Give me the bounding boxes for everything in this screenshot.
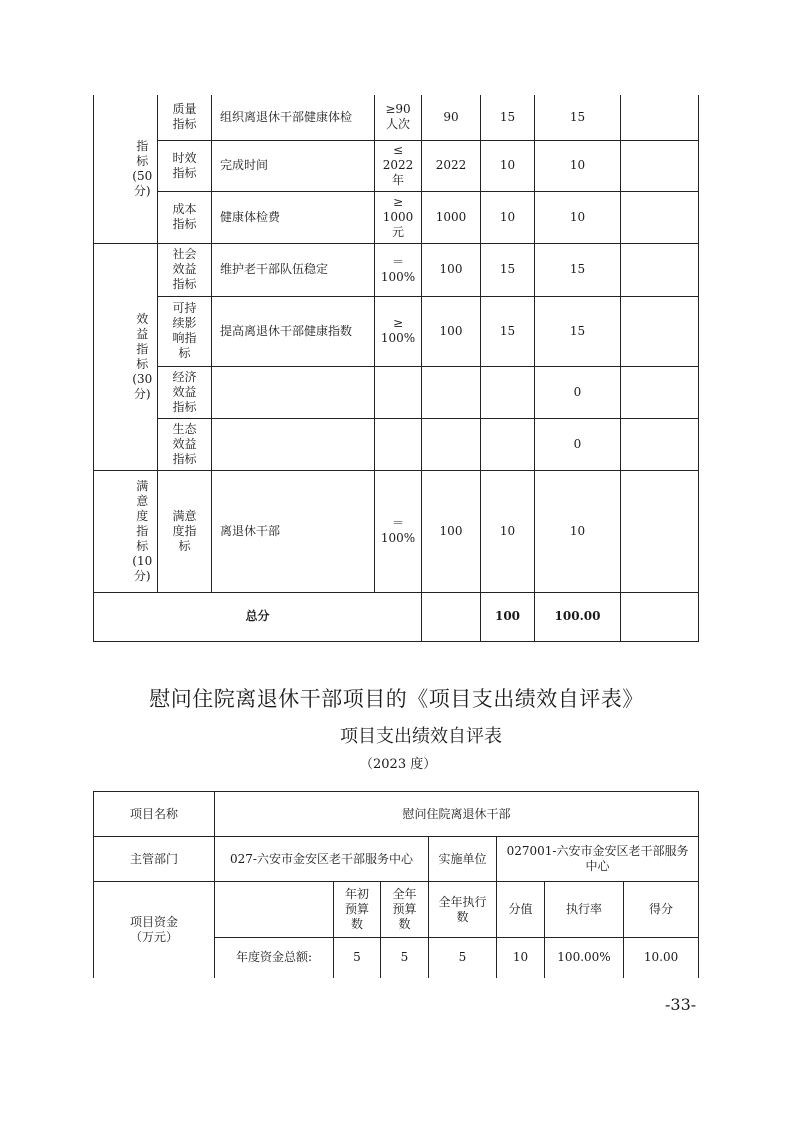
- score-cell: 0: [535, 418, 621, 470]
- total-score: 100.00: [535, 592, 621, 641]
- target-value-cell: [375, 418, 422, 470]
- note-cell: [621, 243, 699, 296]
- actual-value-cell: 1000: [422, 191, 481, 243]
- weight-cell: 15: [481, 95, 535, 140]
- total-weight: 100: [481, 592, 535, 641]
- total-note: [621, 592, 699, 641]
- weight-cell: 15: [481, 243, 535, 296]
- weight-cell: 15: [481, 296, 535, 366]
- header-score: 得分: [624, 882, 699, 938]
- margin-cell: [94, 470, 128, 592]
- weight-cell: [481, 366, 535, 418]
- target-value-cell: ＝ 100%: [375, 470, 422, 592]
- category-cell: 指 标 (50 分): [128, 95, 158, 243]
- note-cell: [621, 140, 699, 191]
- weight-cell: 10: [481, 191, 535, 243]
- total-row: [94, 592, 699, 641]
- actual-value-cell: 100: [422, 243, 481, 296]
- sub-indicator-cell: 质量 指标: [158, 95, 212, 140]
- actual-value-cell: [422, 418, 481, 470]
- actual-value-cell: 100: [422, 296, 481, 366]
- score-cell: 10: [535, 470, 621, 592]
- indicator-row: [94, 366, 699, 418]
- sub-indicator-cell: 社会 效益 指标: [158, 243, 212, 296]
- score-cell: 10: [535, 191, 621, 243]
- cell-score: 10.00: [624, 938, 699, 978]
- score-cell: 0: [535, 366, 621, 418]
- score-cell: 15: [535, 296, 621, 366]
- header-weight: 分值: [497, 882, 545, 938]
- margin-cell: [94, 95, 128, 243]
- sub-indicator-cell: 时效 指标: [158, 140, 212, 191]
- target-value-cell: ≥ 1000 元: [375, 191, 422, 243]
- total-label: 总分: [94, 592, 422, 641]
- note-cell: [621, 366, 699, 418]
- category-cell: 满 意 度 指 标 (10 分): [128, 470, 158, 592]
- note-cell: [621, 418, 699, 470]
- indicator-item-cell: 提高离退休干部健康指数: [212, 296, 375, 366]
- indicator-row: [94, 296, 699, 366]
- actual-value-cell: 2022: [422, 140, 481, 191]
- actual-value-cell: 90: [422, 95, 481, 140]
- page-number: -33-: [665, 995, 697, 1014]
- header-annual-budget: 全年 预算 数: [381, 882, 429, 938]
- target-value-cell: ≤ 2022 年: [375, 140, 422, 191]
- score-cell: 15: [535, 95, 621, 140]
- main-title: 慰问住院离退休干部项目的《项目支出绩效自评表》: [149, 687, 644, 711]
- note-cell: [621, 95, 699, 140]
- sub-indicator-cell: 经济 效益 指标: [158, 366, 212, 418]
- funds-label: 项目资金 （万元）: [94, 882, 215, 978]
- impl-value: 027001-六安市金安区老干部服务 中心: [497, 837, 699, 882]
- category-cell: 效 益 指 标 (30 分): [128, 243, 158, 470]
- cell-weight: 10: [497, 938, 545, 978]
- year-label: （2023 度）: [360, 757, 437, 772]
- weight-cell: [481, 418, 535, 470]
- self-evaluation-table: [93, 791, 699, 978]
- score-cell: 10: [535, 140, 621, 191]
- impl-label: 实施单位: [429, 837, 497, 882]
- target-value-cell: ＝ 100%: [375, 243, 422, 296]
- indicator-row: [94, 418, 699, 470]
- indicator-item-cell: 完成时间: [212, 140, 375, 191]
- header-executed: 全年执行 数: [429, 882, 497, 938]
- indicator-item-cell: 维护老干部队伍稳定: [212, 243, 375, 296]
- cell-annual-budget: 5: [381, 938, 429, 978]
- cell-executed: 5: [429, 938, 497, 978]
- indicator-row: [94, 95, 699, 140]
- sub-indicator-cell: 可持 续影 响指 标: [158, 296, 212, 366]
- cell-initial-budget: 5: [334, 938, 381, 978]
- actual-value-cell: 100: [422, 470, 481, 592]
- dept-label: 主管部门: [94, 837, 215, 882]
- note-cell: [621, 191, 699, 243]
- sub-title: 项目支出绩效自评表: [340, 726, 502, 747]
- row-label: 年度资金总额:: [215, 938, 334, 978]
- indicator-row: [94, 243, 699, 296]
- indicator-row: [94, 470, 699, 592]
- margin-cell: [94, 243, 128, 470]
- dept-value: 027-六安市金安区老干部服务中心: [215, 837, 429, 882]
- weight-cell: 10: [481, 140, 535, 191]
- indicator-item-cell: 健康体检费: [212, 191, 375, 243]
- sub-indicator-cell: 满意 度指 标: [158, 470, 212, 592]
- sub-indicator-cell: 成本 指标: [158, 191, 212, 243]
- indicator-row: [94, 140, 699, 191]
- indicator-item-cell: [212, 418, 375, 470]
- project-name-label: 项目名称: [94, 792, 215, 837]
- indicator-item-cell: [212, 366, 375, 418]
- header-blank: [215, 882, 334, 938]
- target-value-cell: [375, 366, 422, 418]
- target-value-cell: ≥90 人次: [375, 95, 422, 140]
- score-cell: 15: [535, 243, 621, 296]
- header-exec-rate: 执行率: [545, 882, 624, 938]
- note-cell: [621, 296, 699, 366]
- indicator-row: [94, 191, 699, 243]
- indicator-item-cell: 组织离退休干部健康体检: [212, 95, 375, 140]
- weight-cell: 10: [481, 470, 535, 592]
- indicator-item-cell: 离退休干部: [212, 470, 375, 592]
- sub-indicator-cell: 生态 效益 指标: [158, 418, 212, 470]
- actual-value-cell: [422, 366, 481, 418]
- cell-exec-rate: 100.00%: [545, 938, 624, 978]
- project-name-value: 慰问住院离退休干部: [215, 792, 699, 837]
- total-actual: [422, 592, 481, 641]
- indicator-table: [93, 95, 699, 642]
- header-initial-budget: 年初 预算 数: [334, 882, 381, 938]
- target-value-cell: ≥ 100%: [375, 296, 422, 366]
- note-cell: [621, 470, 699, 592]
